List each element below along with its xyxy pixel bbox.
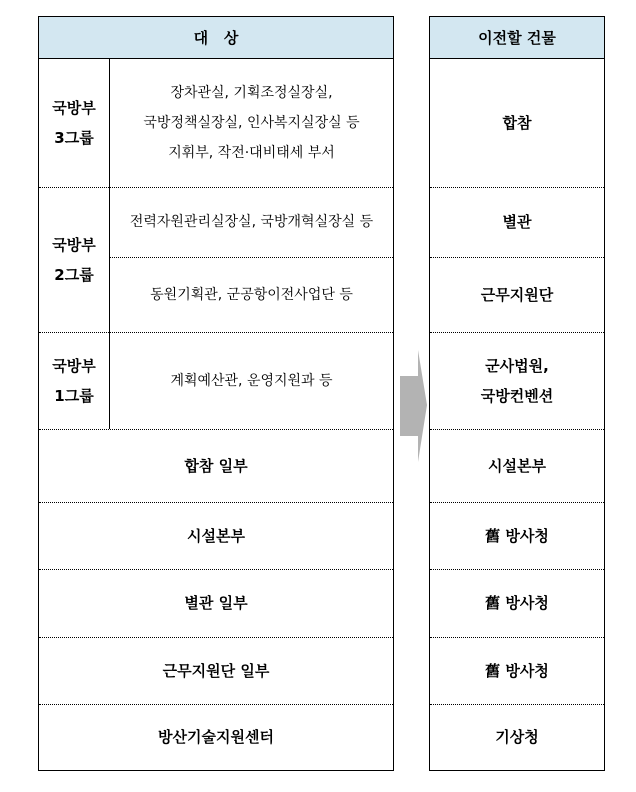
group-2-item-1: 전력자원관리실장실, 국방개혁실장실 등 bbox=[129, 214, 374, 230]
destination-row: 舊 방사청 bbox=[485, 661, 549, 680]
group-2-item-2: 동원기획관, 군공항이전사업단 등 bbox=[150, 286, 353, 303]
destination-table bbox=[429, 16, 605, 771]
target-row: 시설본부 bbox=[187, 526, 245, 545]
group-label-3: 국방부 3그룹 bbox=[52, 99, 96, 147]
destination-row: 별관 bbox=[502, 213, 532, 231]
target-row: 근무지원단 일부 bbox=[162, 661, 270, 680]
group-3-items: 장차관실, 기획조정실장실, 국방정책실장실, 인사복지실장실 등 지휘부, 작전·대비태세 부서 bbox=[143, 85, 360, 161]
destination-row: 합참 bbox=[502, 114, 532, 132]
destination-row: 舊 방사청 bbox=[485, 594, 549, 612]
destination-row: 기상청 bbox=[495, 728, 539, 746]
group-1-items: 계획예산관, 운영지원과 등 bbox=[170, 372, 333, 389]
group-label-2: 국방부 2그룹 bbox=[52, 235, 96, 284]
target-table bbox=[38, 16, 394, 771]
target-row: 합참 일부 bbox=[184, 456, 248, 475]
target-row: 방산기술지원센터 bbox=[158, 728, 274, 746]
target-header: 대 상 bbox=[39, 17, 393, 59]
destination-row: 근무지원단 bbox=[480, 285, 554, 304]
group-label-1: 국방부 1그룹 bbox=[52, 356, 96, 405]
arrow-right-icon bbox=[398, 350, 430, 462]
target-row: 별관 일부 bbox=[184, 594, 248, 612]
destination-row: 시설본부 bbox=[488, 456, 546, 475]
destination-row: 舊 방사청 bbox=[485, 526, 549, 545]
destination-row: 군사법원, 국방컨벤션 bbox=[480, 356, 554, 405]
destination-header: 이전할 건물 bbox=[430, 17, 604, 59]
